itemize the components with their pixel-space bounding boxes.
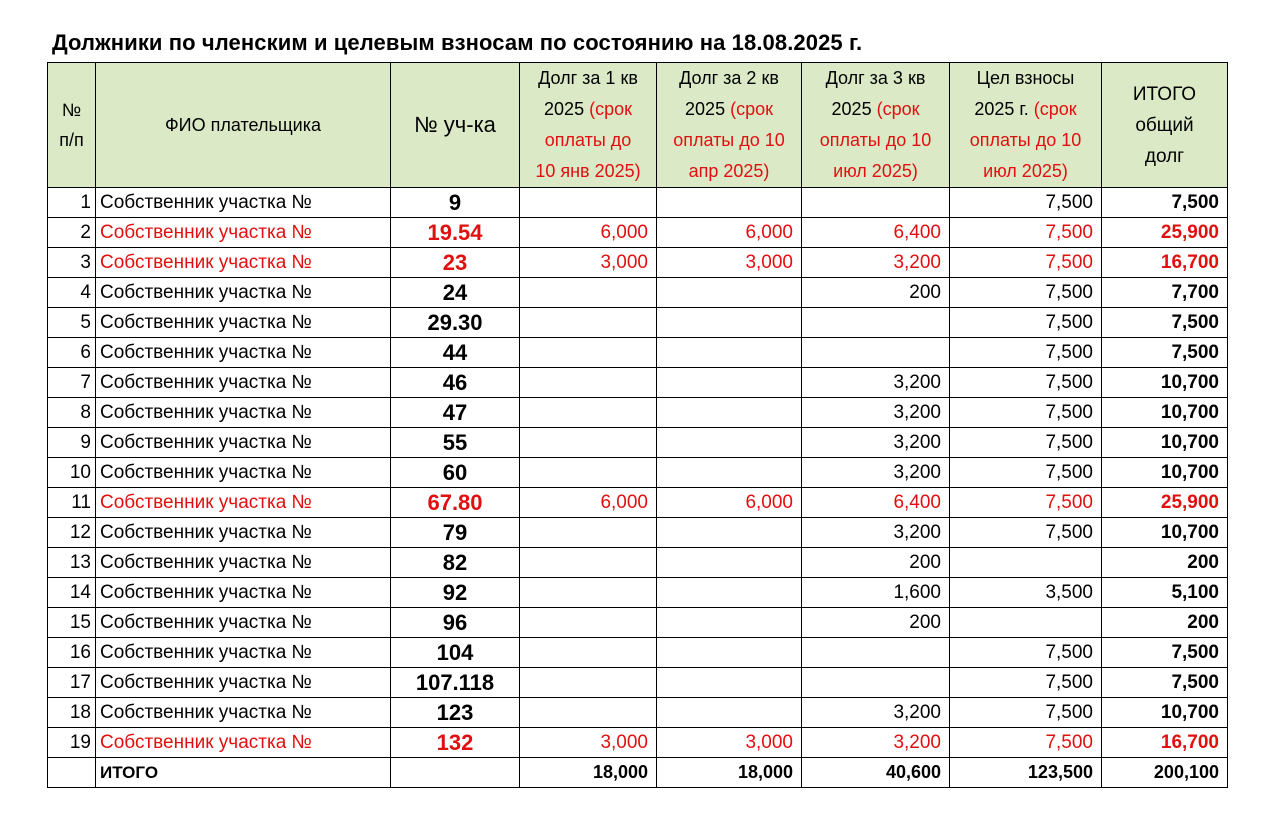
header-q1-debt: [520, 63, 657, 188]
q1-debt: [520, 668, 657, 698]
q2-debt: [657, 458, 802, 488]
q1-debt: 3,000: [520, 728, 657, 758]
row-number: 19: [48, 728, 96, 758]
table-row: [48, 488, 1228, 518]
header-target-line3: оплаты до 10: [969, 130, 1082, 150]
header-target-line4: июл 2025): [983, 161, 1068, 181]
row-number: 16: [48, 638, 96, 668]
total-debt: 10,700: [1102, 458, 1228, 488]
q2-debt: [657, 308, 802, 338]
plot-number: 60: [391, 458, 520, 488]
q2-debt: 3,000: [657, 248, 802, 278]
header-q1-year: 2025: [544, 99, 590, 119]
target-fee-debt: 7,500: [950, 488, 1102, 518]
total-debt: 5,100: [1102, 578, 1228, 608]
q1-debt: [520, 278, 657, 308]
plot-number: 104: [391, 638, 520, 668]
q2-debt: [657, 548, 802, 578]
total-debt: 7,500: [1102, 638, 1228, 668]
plot-number: 9: [391, 188, 520, 218]
target-fee-debt: 7,500: [950, 278, 1102, 308]
summary-plot-cell: [391, 758, 520, 788]
row-number: 5: [48, 308, 96, 338]
payer-name: Собственник участка №: [96, 338, 391, 368]
q2-debt: [657, 188, 802, 218]
header-number-line2: п/п: [59, 130, 84, 150]
total-debt: 7,500: [1102, 668, 1228, 698]
payer-name: Собственник участка №: [96, 488, 391, 518]
table-body: [48, 188, 1228, 758]
total-debt: 7,500: [1102, 338, 1228, 368]
total-debt: 16,700: [1102, 728, 1228, 758]
q1-debt: [520, 518, 657, 548]
q3-debt: 200: [802, 608, 950, 638]
q1-debt: [520, 548, 657, 578]
payer-name: Собственник участка №: [96, 248, 391, 278]
header-total-line3: долг: [1144, 145, 1185, 167]
target-fee-debt: 7,500: [950, 248, 1102, 278]
table-row: [48, 728, 1228, 758]
table-row: [48, 668, 1228, 698]
header-q2-deadline-open: (срок: [730, 99, 773, 119]
q3-debt: 3,200: [802, 398, 950, 428]
q2-debt: [657, 278, 802, 308]
plot-number: 79: [391, 518, 520, 548]
q1-debt: [520, 308, 657, 338]
payer-name: Собственник участка №: [96, 548, 391, 578]
total-debt: 7,500: [1102, 188, 1228, 218]
q3-debt: 200: [802, 278, 950, 308]
q2-debt: [657, 608, 802, 638]
header-number-line1: №: [61, 100, 82, 120]
header-target-fees: [950, 63, 1102, 188]
table-row: [48, 428, 1228, 458]
q2-debt: 6,000: [657, 488, 802, 518]
q1-debt: [520, 578, 657, 608]
q1-debt: [520, 698, 657, 728]
target-fee-debt: [950, 548, 1102, 578]
q1-debt: 6,000: [520, 218, 657, 248]
header-target-deadline-open: (срок: [1033, 99, 1077, 119]
header-q1-line1: Долг за 1 кв: [538, 68, 638, 88]
row-number: 18: [48, 698, 96, 728]
table-row: [48, 278, 1228, 308]
target-fee-debt: 7,500: [950, 458, 1102, 488]
page-title: Должники по членским и целевым взносам по состоянию на 18.08.2025 г.: [52, 30, 863, 55]
plot-number: 19.54: [391, 218, 520, 248]
q3-debt: 6,400: [802, 218, 950, 248]
header-target-line1: Цел взносы: [976, 68, 1075, 88]
summary-row: [48, 758, 1228, 788]
plot-number: 82: [391, 548, 520, 578]
table-row: [48, 698, 1228, 728]
payer-name: Собственник участка №: [96, 458, 391, 488]
table-row: [48, 248, 1228, 278]
total-debt: 10,700: [1102, 398, 1228, 428]
table-row: [48, 218, 1228, 248]
total-debt: 16,700: [1102, 248, 1228, 278]
q3-debt: 3,200: [802, 428, 950, 458]
total-debt: 25,900: [1102, 488, 1228, 518]
row-number: 4: [48, 278, 96, 308]
q2-debt: 3,000: [657, 728, 802, 758]
target-fee-debt: 7,500: [950, 638, 1102, 668]
total-debt: 10,700: [1102, 698, 1228, 728]
target-fee-debt: 7,500: [950, 518, 1102, 548]
table-row: [48, 368, 1228, 398]
row-number: 8: [48, 398, 96, 428]
row-number: 11: [48, 488, 96, 518]
q3-debt: 3,200: [802, 368, 950, 398]
payer-name: Собственник участка №: [96, 578, 391, 608]
header-q3-year: 2025: [831, 99, 877, 119]
q3-debt: 3,200: [802, 248, 950, 278]
payer-name: Собственник участка №: [96, 398, 391, 428]
payer-name: Собственник участка №: [96, 218, 391, 248]
payer-name: Собственник участка №: [96, 518, 391, 548]
header-number: [48, 63, 96, 188]
q1-debt: 6,000: [520, 488, 657, 518]
header-q2-line4: апр 2025): [688, 161, 770, 181]
q1-debt: [520, 188, 657, 218]
plot-number: 123: [391, 698, 520, 728]
q1-debt: [520, 458, 657, 488]
row-number: 9: [48, 428, 96, 458]
header-q3-debt: [802, 63, 950, 188]
plot-number: 92: [391, 578, 520, 608]
table-row: [48, 548, 1228, 578]
plot-number: 44: [391, 338, 520, 368]
summary-q2: 18,000: [657, 758, 802, 788]
table-row: [48, 578, 1228, 608]
header-q2-line3: оплаты до 10: [673, 130, 785, 150]
q3-debt: 1,600: [802, 578, 950, 608]
payer-name: Собственник участка №: [96, 188, 391, 218]
plot-number: 67.80: [391, 488, 520, 518]
payer-name: Собственник участка №: [96, 668, 391, 698]
target-fee-debt: 7,500: [950, 398, 1102, 428]
plot-number: 47: [391, 398, 520, 428]
q3-debt: 200: [802, 548, 950, 578]
row-number: 14: [48, 578, 96, 608]
q3-debt: [802, 308, 950, 338]
header-q2-debt: [657, 63, 802, 188]
row-number: 1: [48, 188, 96, 218]
target-fee-debt: 7,500: [950, 728, 1102, 758]
header-q1-deadline-open: (срок: [589, 99, 632, 119]
q2-debt: 6,000: [657, 218, 802, 248]
total-debt: 7,700: [1102, 278, 1228, 308]
plot-number: 46: [391, 368, 520, 398]
q3-debt: [802, 188, 950, 218]
table-row: [48, 338, 1228, 368]
payer-name: Собственник участка №: [96, 308, 391, 338]
summary-q1: 18,000: [520, 758, 657, 788]
header-total-line2: общий: [1135, 114, 1194, 136]
q3-debt: 3,200: [802, 458, 950, 488]
plot-number: 107.118: [391, 668, 520, 698]
q3-debt: [802, 338, 950, 368]
target-fee-debt: [950, 608, 1102, 638]
header-target-line2: [950, 94, 1101, 125]
summary-number-cell: [48, 758, 96, 788]
target-fee-debt: 7,500: [950, 188, 1102, 218]
q1-debt: [520, 338, 657, 368]
target-fee-debt: 7,500: [950, 218, 1102, 248]
target-fee-debt: 7,500: [950, 338, 1102, 368]
q2-debt: [657, 518, 802, 548]
target-fee-debt: 7,500: [950, 428, 1102, 458]
header-q1-line2: [520, 94, 656, 125]
header-q3-line2: [802, 94, 949, 125]
target-fee-debt: 7,500: [950, 308, 1102, 338]
plot-number: 23: [391, 248, 520, 278]
plot-number: 96: [391, 608, 520, 638]
summary-target: 123,500: [950, 758, 1102, 788]
q2-debt: [657, 668, 802, 698]
row-number: 13: [48, 548, 96, 578]
row-number: 15: [48, 608, 96, 638]
header-q2-year: 2025: [685, 99, 731, 119]
q3-debt: 3,200: [802, 518, 950, 548]
table-row: [48, 458, 1228, 488]
q2-debt: [657, 368, 802, 398]
q2-debt: [657, 578, 802, 608]
q2-debt: [657, 398, 802, 428]
table-row: [48, 638, 1228, 668]
payer-name: Собственник участка №: [96, 428, 391, 458]
header-total-line1: ИТОГО: [1132, 83, 1197, 105]
q2-debt: [657, 638, 802, 668]
target-fee-debt: 7,500: [950, 698, 1102, 728]
q1-debt: [520, 428, 657, 458]
header-target-year: 2025 г.: [974, 99, 1034, 119]
q2-debt: [657, 338, 802, 368]
table-row: [48, 188, 1228, 218]
q3-debt: 3,200: [802, 698, 950, 728]
q2-debt: [657, 698, 802, 728]
q1-debt: [520, 638, 657, 668]
plot-number: 24: [391, 278, 520, 308]
header-q3-line3: оплаты до 10: [819, 130, 932, 150]
q1-debt: [520, 608, 657, 638]
plot-number: 55: [391, 428, 520, 458]
target-fee-debt: 3,500: [950, 578, 1102, 608]
q2-debt: [657, 428, 802, 458]
summary-total: 200,100: [1102, 758, 1228, 788]
q1-debt: 3,000: [520, 248, 657, 278]
header-q1-line3: оплаты до: [544, 130, 632, 150]
total-debt: 10,700: [1102, 518, 1228, 548]
row-number: 7: [48, 368, 96, 398]
q1-debt: [520, 368, 657, 398]
table-row: [48, 518, 1228, 548]
q3-debt: 3,200: [802, 728, 950, 758]
row-number: 6: [48, 338, 96, 368]
total-debt: 200: [1102, 608, 1228, 638]
row-number: 2: [48, 218, 96, 248]
plot-number: 29.30: [391, 308, 520, 338]
table-row: [48, 608, 1228, 638]
payer-name: Собственник участка №: [96, 608, 391, 638]
table-row: [48, 308, 1228, 338]
payer-name: Собственник участка №: [96, 728, 391, 758]
payer-name: Собственник участка №: [96, 638, 391, 668]
summary-label: ИТОГО: [96, 758, 391, 788]
header-q2-line1: Долг за 2 кв: [679, 68, 779, 88]
total-debt: 10,700: [1102, 368, 1228, 398]
row-number: 3: [48, 248, 96, 278]
header-q2-line2: [657, 94, 801, 125]
target-fee-debt: 7,500: [950, 668, 1102, 698]
q3-debt: [802, 638, 950, 668]
table-row: [48, 398, 1228, 428]
header-q3-deadline-open: (срок: [876, 99, 920, 119]
q1-debt: [520, 398, 657, 428]
header-q1-line4: 10 янв 2025): [535, 161, 641, 181]
total-debt: 7,500: [1102, 308, 1228, 338]
payer-name: Собственник участка №: [96, 278, 391, 308]
q3-debt: [802, 668, 950, 698]
row-number: 10: [48, 458, 96, 488]
header-q3-line1: Долг за 3 кв: [825, 68, 926, 88]
summary-q3: 40,600: [802, 758, 950, 788]
header-payer-name: ФИО плательщика: [96, 63, 391, 188]
target-fee-debt: 7,500: [950, 368, 1102, 398]
row-number: 12: [48, 518, 96, 548]
header-row: [48, 63, 1228, 188]
q3-debt: 6,400: [802, 488, 950, 518]
header-total-debt: [1102, 63, 1228, 188]
plot-number: 132: [391, 728, 520, 758]
header-plot-number: № уч-ка: [391, 63, 520, 188]
debtors-table: [47, 62, 1228, 788]
total-debt: 25,900: [1102, 218, 1228, 248]
payer-name: Собственник участка №: [96, 368, 391, 398]
header-q3-line4: июл 2025): [833, 161, 918, 181]
total-debt: 200: [1102, 548, 1228, 578]
payer-name: Собственник участка №: [96, 698, 391, 728]
total-debt: 10,700: [1102, 428, 1228, 458]
row-number: 17: [48, 668, 96, 698]
